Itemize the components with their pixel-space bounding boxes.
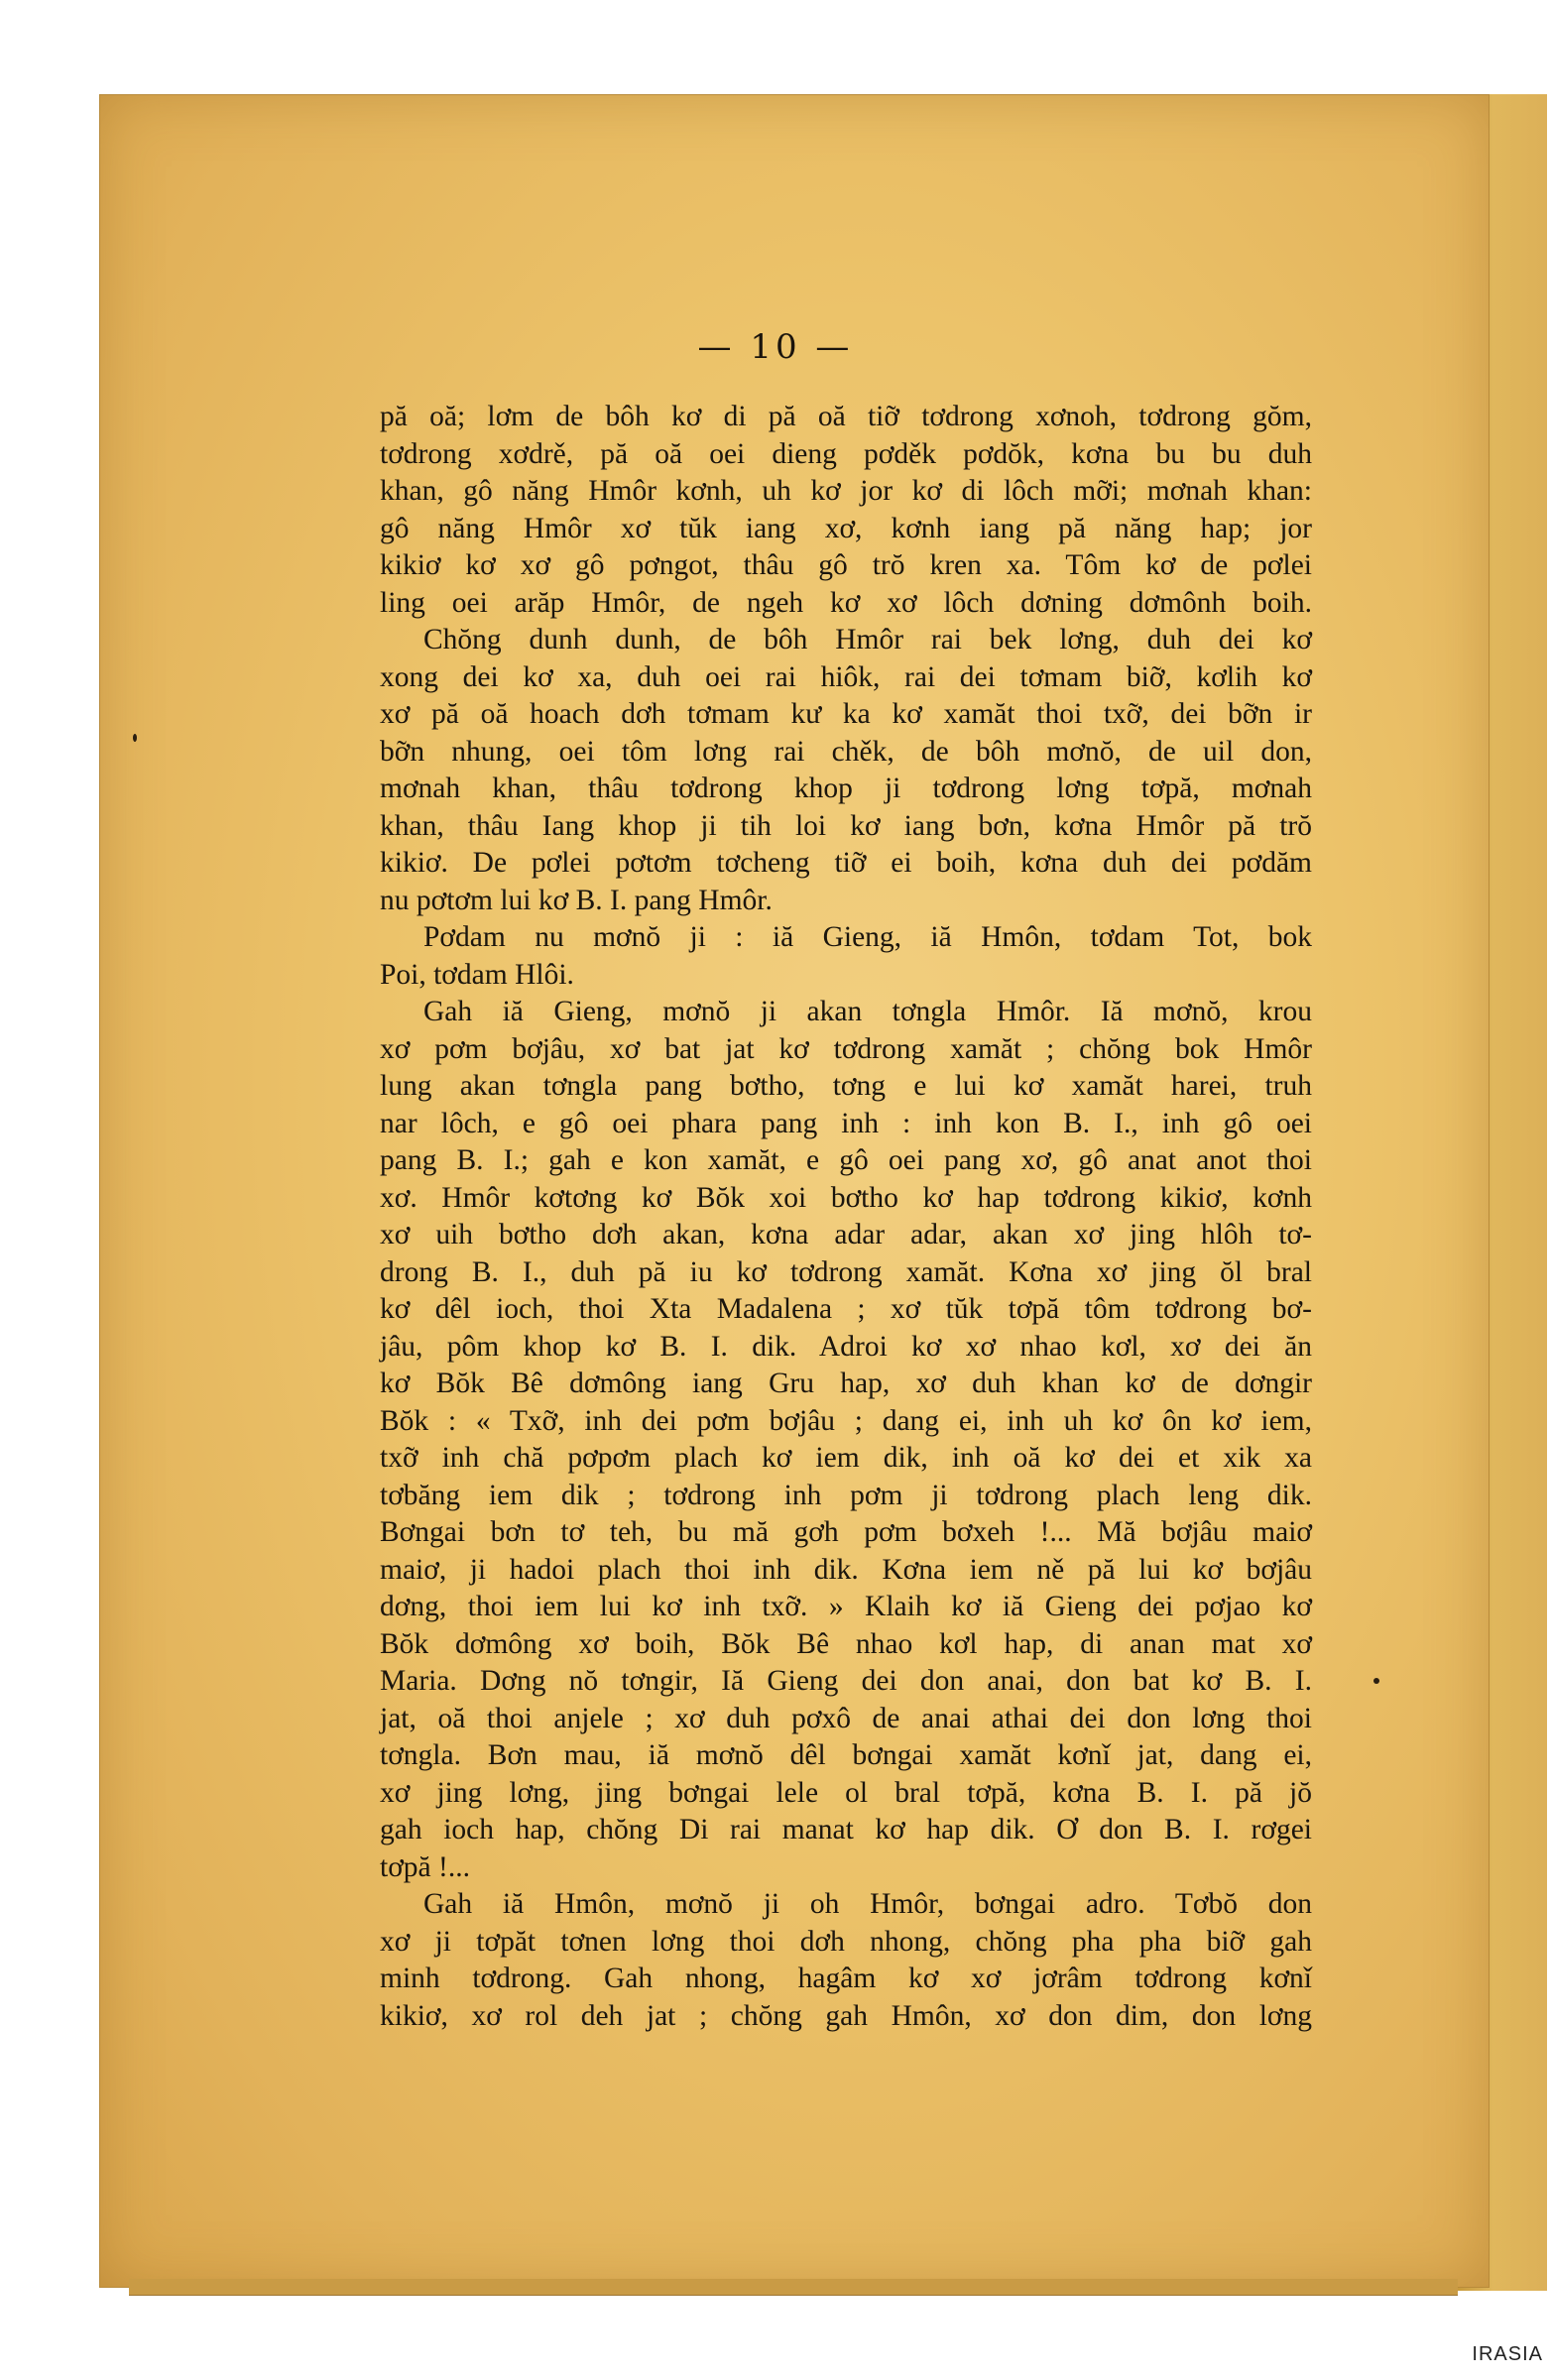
text-line: khan, gô năng Hmôr kơnh, uh kơ jor kơ di lôch mỡi; mơnah khan: xyxy=(380,475,1312,507)
text-line: xơ uih bơtho dơh akan, kơna adar adar, akan xơ jing hlôh tơ- xyxy=(380,1219,1312,1250)
body-text xyxy=(380,399,1312,2035)
ink-speck xyxy=(133,734,137,742)
text-line: xơ. Hmôr kơtơng kơ Bŏk xoi bơtho kơ hap tơdrong kikiơ, kơnh xyxy=(380,1181,1312,1214)
page-number: — 10 — xyxy=(697,327,854,367)
text-line: maiơ, ji hadoi plach thoi inh dik. Kơna iem ně pă lui kơ bơjâu xyxy=(380,1553,1312,1586)
text-line: drong B. I., duh pă iu kơ tơdrong xamăt. Kơna xơ jing ŏl bral xyxy=(380,1255,1312,1288)
text-line: Poi, tơdam Hlôi. xyxy=(380,958,574,991)
text-line: nar lôch, e gô oei phara pang inh : inh kon B. I., inh gô oei xyxy=(380,1107,1312,1139)
text-line: tơbăng iem dik ; tơdrong inh pơm ji tơdrong plach leng dik. xyxy=(380,1479,1312,1511)
text-line: Maria. Dơng nŏ tơngir, Iă Gieng dei don anai, don bat kơ B. I. xyxy=(380,1665,1312,1697)
text-line: Bŏk : « Txỡ, inh dei pơm bơjâu ; dang ei, inh uh kơ ôn kơ iem, xyxy=(380,1404,1312,1437)
text-line: lung akan tơngla pang bơtho, tơng e lui kơ xamăt harei, truh xyxy=(380,1070,1312,1102)
text-line: kikiơ. De pơlei pơtơm tơcheng tiỡ ei boih, kơna duh dei pơdăm xyxy=(380,847,1312,879)
text-line: gah ioch hap, chŏng Di rai manat kơ hap dik. Ơ don B. I. rơgei xyxy=(380,1814,1312,1845)
text-line: Chŏng dunh dunh, de bôh Hmôr rai bek lơng, duh dei kơ xyxy=(423,624,1312,655)
text-line: kơ dêl ioch, thoi Xta Madalena ; xơ tŭk tơpă tôm tơdrong bơ- xyxy=(380,1293,1312,1325)
text-line: mơnah khan, thâu tơdrong khop ji tơdrong lơng tơpă, mơnah xyxy=(380,773,1312,804)
text-line: Bŏk dơmông xơ boih, Bŏk Bê nhao kơl hap, di anan mat xơ xyxy=(380,1627,1312,1660)
text-line: tơngla. Bơn mau, iă mơnŏ dêl bơngai xamăt kơnǐ jat, dang ei, xyxy=(380,1739,1312,1771)
text-line: xơ ji tơpăt tơnen lơng thoi dơh nhong, chŏng pha pha biỡ gah xyxy=(380,1925,1312,1958)
text-line: khan, thâu Iang khop ji tih loi kơ iang bơn, kơna Hmôr pă trŏ xyxy=(380,809,1312,842)
text-line: xơ pơm bơjâu, xơ bat jat kơ tơdrong xamăt ; chŏng bok Hmôr xyxy=(380,1032,1312,1065)
text-line: xong dei kơ xa, duh oei rai hiôk, rai dei tơmam biỡ, kơlih kơ xyxy=(380,660,1312,693)
watermark: IRASIA xyxy=(1472,2343,1543,2365)
page-bottom-edge xyxy=(129,2279,1458,2296)
text-line: kikiơ kơ xơ gô pơngot, thâu gô trŏ kren xa. Tôm kơ de pơlei xyxy=(380,549,1312,581)
text-line: bỡn nhung, oei tôm lơng rai chěk, de bôh mơnŏ, de uil don, xyxy=(380,735,1312,768)
text-line: xơ pă oă hoach dơh tơmam kư ka kơ xamăt thoi txỡ, dei bỡn ir xyxy=(380,698,1312,730)
text-line: pă oă; lơm de bôh kơ di pă oă tiỡ tơdrong xơnoh, tơdrong gŏm, xyxy=(380,401,1312,432)
text-line: gô năng Hmôr xơ tŭk iang xơ, kơnh iang pă năng hap; jor xyxy=(380,512,1312,544)
text-line: xơ jing lơng, jing bơngai lele ol bral tơpă, kơna B. I. pă jŏ xyxy=(380,1776,1312,1809)
text-line: Gah iă Hmôn, mơnŏ ji oh Hmôr, bơngai adro. Tơbŏ don xyxy=(423,1888,1312,1920)
text-line: Gah iă Gieng, mơnŏ ji akan tơngla Hmôr. Iă mơnŏ, krou xyxy=(423,996,1312,1027)
text-line: kơ Bŏk Bê dơmông iang Gru hap, xơ duh khan kơ de dơngir xyxy=(380,1368,1312,1399)
text-line: Pơdam nu mơnŏ ji : iă Gieng, iă Hmôn, tơdam Tot, bok xyxy=(423,921,1312,953)
text-line: kikiơ, xơ rol deh jat ; chŏng gah Hmôn, xơ don dim, don lơng xyxy=(380,1999,1312,2032)
text-line: jat, oă thoi anjele ; xơ duh pơxô de anai athai dei don lơng thoi xyxy=(380,1702,1312,1734)
text-line: ling oei arăp Hmôr, de ngeh kơ xơ lôch dơning dơmônh boih. xyxy=(380,586,1312,619)
text-line: dơng, thoi iem lui kơ inh txỡ. » Klaih kơ iă Gieng dei pơjao kơ xyxy=(380,1591,1312,1622)
text-line: jâu, pôm khop kơ B. I. dik. Adroi kơ xơ nhao kơl, xơ dei ăn xyxy=(380,1330,1312,1363)
text-line: tơdrong xơdrě, pă oă oei dieng pơděk pơdŏk, kơna bu bu duh xyxy=(380,437,1312,470)
text-line: pang B. I.; gah e kon xamăt, e gô oei pang xơ, gô anat anot thoi xyxy=(380,1144,1312,1176)
text-line: nu pơtơm lui kơ B. I. pang Hmôr. xyxy=(380,884,773,916)
text-line: tơpă !... xyxy=(380,1850,470,1883)
text-line: minh tơdrong. Gah nhong, hagâm kơ xơ jơrâm tơdrong kơnǐ xyxy=(380,1963,1312,1994)
text-line: Bơngai bơn tơ teh, bu mă gơh pơm bơxeh !... Mă bơjâu maiơ xyxy=(380,1516,1312,1548)
text-line: txỡ inh chă pơpơm plach kơ iem dik, inh oă kơ dei et xik xa xyxy=(380,1442,1312,1474)
ink-speck xyxy=(1373,1678,1379,1684)
